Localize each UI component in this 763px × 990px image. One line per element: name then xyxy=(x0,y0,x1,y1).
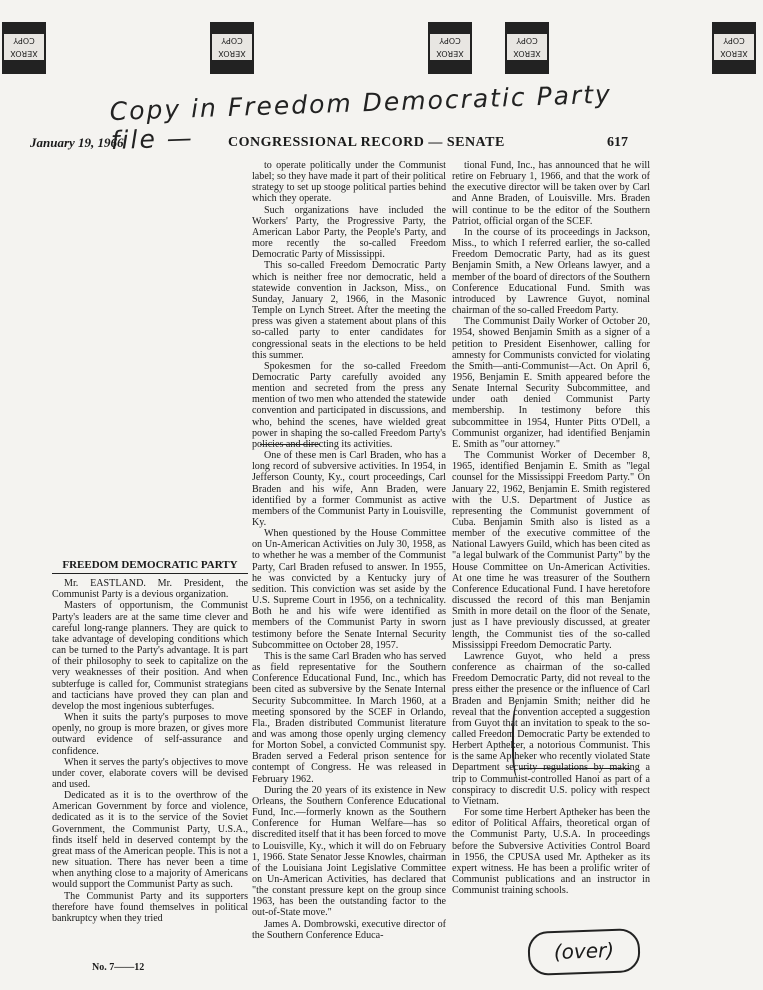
paragraph: Mr. EASTLAND. Mr. President, the Communist Party is a devious organization. xyxy=(52,578,248,601)
paragraph: During the 20 years of its existence in New Orleans, the Southern Conference Educational Fund, Inc.—formerly known as the Southern Conference for Human Welfare—has so discredited itself that it has been forced to move to Louisville, Ky., which it will do on February 1, 1966. State Senator Jesse Knowles, chairman of the Louisiana Joint Legislative Committee on Un-American Activities, has declared that "the constant pressure kept on the group since 1963, has been the outstanding factor to the out-of-State move." xyxy=(252,784,446,919)
handwritten-note: Copy in Freedom Democratic Party file — xyxy=(109,79,613,156)
paragraph: This is the same Carl Braden who has served as field representative for the Southern Conference Educational Fund, Inc., which has been cited as subversive by the Senate Internal Security Subcommittee. In March 1960, at a meeting sponsored by the SCEF in Orlando, Fla., Braden distributed Communist literature and was among those openly urging clemency for Morton Sobel, a convicted Communist spy. Braden served a Federal prison sentence for contempt of Congress. He was released in February 1962. xyxy=(252,650,446,785)
xerox-stamps-row xyxy=(0,22,763,77)
paragraph: Such organizations have included the Workers' Party, the Progressive Party, the American Labor Party, the People's Party, and more recently the so-called Freedom Democratic Party of Mississippi. xyxy=(252,204,446,261)
paragraph: In the course of its proceedings in Jackson, Miss., to which I referred earlier, the so-called Freedom Democratic Party, had as its guest Benjamin Smith, a New Orleans lawyer, and a member of the board of directors of the Southern Conference Educational Fund. Smith was introduced by Lawrence Guyot, nominal chairman of the so-called Freedom Party. xyxy=(452,226,650,317)
paragraph: The Communist Daily Worker of October 20, 1954, showed Benjamin Smith as a signer of a petition to President Eisenhower, calling for amnesty for Communists convicted for violating the Smith—anti-Communist—Act. On April 6, 1956, Benjamin E. Smith appeared before the Senate Internal Security Subcommittee, and under oath denied Communist Party membership. In testimony before this subcommittee in 1954, Hunter Pitts O'Dell, a Communist organizer, had identified Benjamin E. Smith as "our attorney." xyxy=(452,316,650,450)
paragraph: This so-called Freedom Democratic Party which is neither free nor democratic, held a statewide convention in Jackson, Miss., on Sunday, January 2, 1966, in the Masonic Temple on Lynch Street. After the meeting the press was given a statement about plans of this so-called party to enter candidates for congressional seats in the elections to be held this summer. xyxy=(252,260,446,361)
xerox-stamp-label: XEROX COPY xyxy=(212,34,252,60)
paragraph: James A. Dombrowski, executive director of the Southern Conference Educa- xyxy=(252,918,446,941)
footer-number: No. 7——12 xyxy=(92,962,145,973)
header-title: CONGRESSIONAL RECORD — SENATE xyxy=(228,135,505,150)
paragraph: Lawrence Guyot, who held a press conference as chairman of the so-called Freedom Democratic Party, did not reveal to the press either the presence or the influence of Carl Braden and Benjamin Smith; neither did he reveal that the convention accepted a suggestion from Guyot that an invitation to speak to the so-called Freedom Democratic Party be extended to Herbert Aptheker, a notorious Communist. This is the same Aptheker who recently violated State Department security regulations by making a trip to Communist-controlled Hanoi as part of a conspiracy to discredit U.S. policy with respect to Vietnam. xyxy=(452,650,650,807)
paragraph: tional Fund, Inc., has announced that he will retire on February 1, 1966, and that the work of the executive director will be taken over by Carl and Anne Braden, of Louisville. Mrs. Braden will continue to be the editor of the Southern Patriot, official organ of the SCEF. xyxy=(452,160,650,227)
xerox-stamp-label: XEROX COPY xyxy=(430,34,470,60)
page-header xyxy=(30,135,628,157)
paragraph: Spokesmen for the so-called Freedom Democratic Party carefully avoided any mention and secreted from the press any mention of two men who attended the statewide convention and participated in discussions, and who, behind the scenes, have wielded great power in shaping the so-called Freedom Party's policies and directing its activities. xyxy=(252,360,446,450)
paragraph: When questioned by the House Committee on Un-American Activities on July 30, 1958, as to whether he was a member of the Communist Party, Carl Braden refused to answer. In 1955, he was convicted by a Kentucky jury of sedition. This conviction was set aside by the U.S. Supreme Court in 1956, on a technicality. Both he and his wife were identified as members of the Communist Party in sworn testimony before the Senate Internal Security Subcommittee on October 28, 1957. xyxy=(252,528,446,651)
paragraph: For some time Herbert Aptheker has been the editor of Political Affairs, theoretical organ of the Communist Party, U.S.A. In proceedings before the Subversive Activities Control Board in 1956, the CPUSA used Mr. Aptheker as its expert witness. He has been a prolific writer of Communist publications and an instructor in Communist training schools. xyxy=(452,807,650,897)
column-1 xyxy=(52,560,248,924)
header-page-number: 617 xyxy=(607,135,628,150)
paragraph: The Communist Worker of December 8, 1965, identified Benjamin E. Smith as "legal counsel for the Mississippi Freedom Party." On January 22, 1962, Benjamin E. Smith registered with the U.S. Department of Justice as representing the Communist government of Cuba. Benjamin Smith also is listed as a member of the executive committee of the National Lawyers Guild, which has been cited as "a legal bulwark of the Communist Party" by the House Committee on Un-American Activities. At one time he was treasurer of the Southern Conference Educational Fund. I have heretofore discussed the record of this man Benjamin Smith in more detail on the floor of the Senate, just as I have previously discussed, at greater length, the Communist ties of the so-called Mississippi Freedom Democratic Party. xyxy=(452,450,650,651)
paragraph: The Communist Party and its supporters therefore have found themselves in political bankruptcy when they tried xyxy=(52,890,248,924)
xerox-stamp-label: XEROX COPY xyxy=(714,34,754,60)
section-title: FREEDOM DEMOCRATIC PARTY xyxy=(52,560,248,574)
header-date: January 19, 1966 xyxy=(30,135,124,150)
handwritten-bracket-mark xyxy=(512,703,526,778)
xerox-stamp xyxy=(712,22,756,74)
xerox-stamp xyxy=(428,22,472,74)
xerox-stamp xyxy=(505,22,549,74)
paragraph: One of these men is Carl Braden, who has a long record of subversive activities. In 1954, in Jefferson County, Ky., court proceedings, Carl Braden and his wife, Ann Braden, were identified by a former Communist as active members of the Communist Party in Louisville, Ky. xyxy=(252,450,446,528)
xerox-stamp xyxy=(210,22,254,74)
handwritten-underline xyxy=(520,768,630,769)
column-3 xyxy=(452,160,650,896)
xerox-stamp xyxy=(2,22,46,74)
column-2 xyxy=(252,160,446,941)
handwritten-over-note: (over) xyxy=(527,928,640,976)
paragraph: Masters of opportunism, the Communist Party's leaders are at the same time clever and careful long-range planners. They are quick to take advantage of developing conditions which can be turned to the Party's advantage. It is part of their philosophy to seek to capitalize on the very weaknesses of their position. And when subterfuge is called for, Communist strategians and tacticians have proved they can plan and develop the most ingenious subterfuges. xyxy=(52,600,248,712)
paragraph: When it suits the party's purposes to move openly, no group is more brazen, or gives more outward evidence of self-assurance and confidence. xyxy=(52,712,248,757)
xerox-stamp-label: XEROX COPY xyxy=(507,34,547,60)
paragraph: Dedicated as it is to the overthrow of the American Government by force and violence, dedicated as it is to the service of the Soviet Government, the Communist Party, U.S.A., finds itself held in deserved contempt by the great mass of the American people. This is not a new situation. There has never been a time when anything close to a majority of Americans would support the Communist Party as such. xyxy=(52,790,248,891)
paragraph: to operate politically under the Communist label; so they have made it part of their political strategy to set up stooge political parties behind which they operate. xyxy=(252,160,446,205)
xerox-stamp-label: XEROX COPY xyxy=(4,34,44,60)
handwritten-underline xyxy=(260,444,320,445)
paragraph: When it serves the party's objectives to move under cover, elaborate covers will be devised and used. xyxy=(52,756,248,790)
